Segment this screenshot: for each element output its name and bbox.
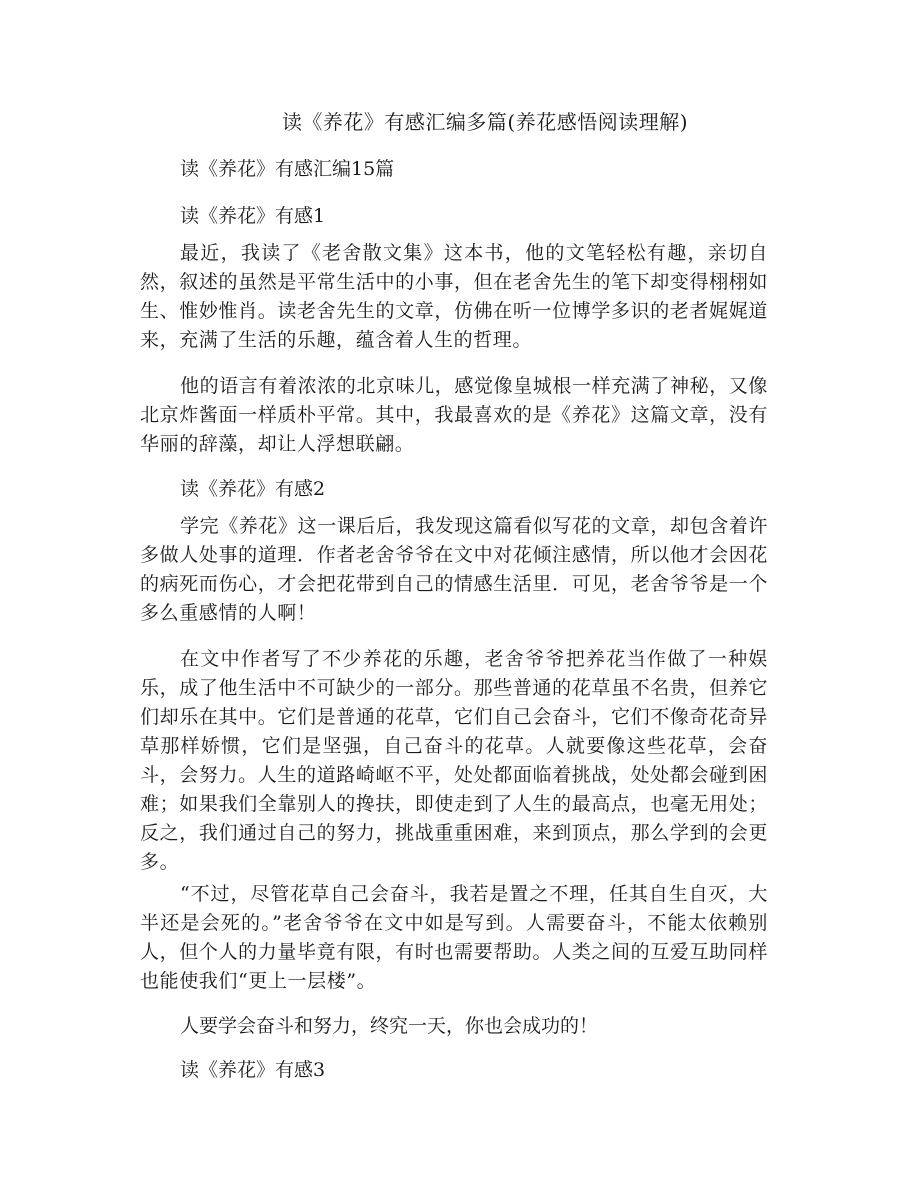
paragraph-4: 在文中作者写了不少养花的乐趣，老舍爷爷把养花当作做了一种娱乐，成了他生活中不可缺少的一部分。那些普通的花草虽不名贵，但养它们却乐在其中。它们是普通的花草，它们自己会奋斗，它们不像奇花奇异草那样娇惯，它们是坚强，自己奋斗的花草。人就要像这些花草，会奋斗，会努力。人生的道路崎岖不平，处处都面临着挑战，处处都会碰到困难；如果我们全靠别人的搀扶，即使走到了人生的最高点，也毫无用处；反之，我们通过自己的努力，挑战重重困难，来到顶点，那么学到的会更多。 — [140, 648, 768, 873]
paragraph-1: 最近，我读了《老舍散文集》这本书，他的文笔轻松有趣，亲切自然，叙述的虽然是平常生活中的小事，但在老舍先生的笔下却变得栩栩如生、惟妙惟肖。读老舍先生的文章，仿佛在听一位博学多识的老者娓娓道来，充满了生活的乐趣，蕴含着人生的哲理。 — [140, 242, 768, 351]
section-heading-2: 读《养花》有感2 — [180, 478, 326, 500]
paragraph-2: 他的语言有着浓浓的北京味儿，感觉像皇城根一样充满了神秘，又像北京炸酱面一样质朴平常。其中，我最喜欢的是《养花》这篇文章，没有华丽的辞藻，却让人浮想联翩。 — [140, 375, 769, 455]
section-heading-1: 读《养花》有感1 — [180, 205, 326, 227]
paragraph-6: 人要学会奋斗和努力，终究一天，你也会成功的！ — [180, 1015, 599, 1037]
document-title: 读《养花》有感汇编多篇(养花感悟阅读理解) — [281, 110, 689, 134]
paragraph-3: 学完《养花》这一课后后，我发现这篇看似写花的文章，却包含着许多做人处事的道理．作者老舍爷爷在文中对花倾注感情，所以他才会因花的病死而伤心，才会把花带到自己的情感生活里．可见，老舍爷爷是一个多么重感情的人啊！ — [140, 515, 769, 624]
section-heading-3: 读《养花》有感3 — [180, 1059, 326, 1081]
paragraph-5: “不过，尽管花草自己会奋斗，我若是置之不理，任其自生自灭，大半还是会死的。”老舍爷爷在文中如是写到。人需要奋斗，不能太依赖别人，但个人的力量毕竟有限，有时也需要帮助。人类之间的互爱互助同样也能使我们“更上一层楼”。 — [140, 883, 768, 992]
document-subtitle: 读《养花》有感汇编15篇 — [180, 158, 395, 180]
